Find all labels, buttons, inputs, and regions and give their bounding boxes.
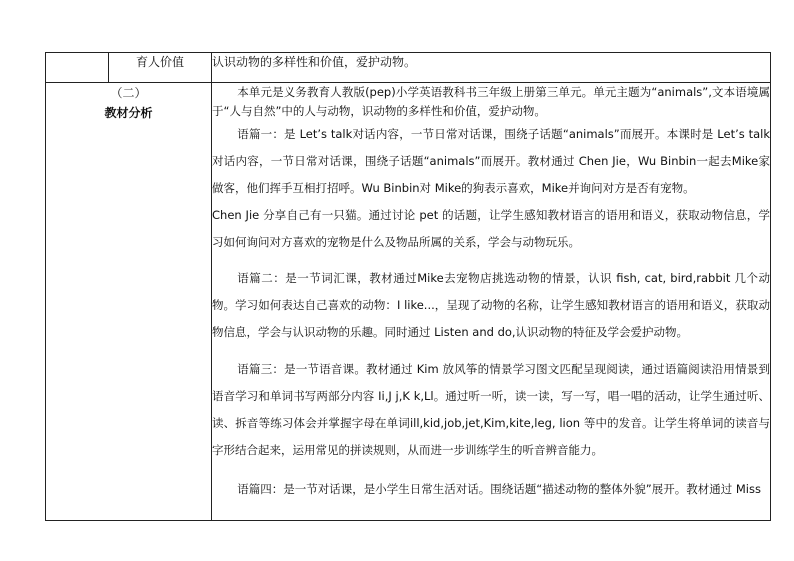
header-row <box>46 53 771 83</box>
intro-paragraph: 本单元是义务教育人教版(pep)小学英语教科书三年级上册第三单元。单元主题为“animals”,文本语境属于“人与自然”中的人与动物，识动物的多样性和价值，爱护动物。 <box>212 85 770 118</box>
section-title: 教材分析 <box>104 106 153 120</box>
section-number: （二） <box>110 86 147 100</box>
education-value-text: 认识动物的多样性和价值，爱护动物。 <box>212 53 771 83</box>
section-label-cell <box>46 83 212 521</box>
empty-cell <box>46 53 109 83</box>
text-two-paragraph: 语篇二：是一节词汇课，教材通过Mike去宠物店挑选动物的情景，认识 fish, cat, bird,rabbit 几个动物。学习如何表达自己喜欢的动物：I like...，呈现了动物的名称，让学生感知教材语言的语用和语义，获取动物信息，学会与认识动物的乐趣。同时通过 Listen and do,认识动物的特征及学会爱护动物。 <box>212 271 770 339</box>
text-four-paragraph: 语篇四：是一节对话课，是小学生日常生活对话。围绕话题“描述动物的整体外貌”展开。教材通过 Miss <box>237 482 761 496</box>
analysis-row <box>46 83 771 521</box>
analysis-content <box>212 83 771 521</box>
education-value-label: 育人价值 <box>109 53 212 83</box>
text-one-paragraph: 语篇一：是 Let’s talk对话内容，一节日常对话课，围绕子话题“animals”而展开。本课时是 Let’s talk对话内容，一节日常对话课，围绕子话题“animals”而展开。教材通过 Chen Jie，Wu Binbin一起去Mike家做客，他们挥手互相打招呼。Wu Binbin对 Mike的狗表示喜欢，Mike并询问对方是否有宠物。 <box>212 127 770 195</box>
text-three-paragraph: 语篇三：是一节语音课。教材通过 Kim 放风筝的情景学习图文匹配呈现阅读，通过语篇阅读沿用情景到语音学习和单词书写两部分内容 Ii,J j,K k,Ll。通过听一听，读一读，写一写，唱一唱的活动，让学生通过听、读、拆音等练习体会并掌握字母在单词ill,kid,job,jet,Kim,kite,leg, lion 等中的发音。让学生将单词的读音与字形结合起来，运用常见的拼读规则，从而进一步训练学生的听音辨音能力。 <box>212 362 770 457</box>
lesson-analysis-table <box>45 52 771 521</box>
text-one-continued-paragraph: Chen Jie 分享自己有一只猫。通过讨论 pet 的话题，让学生感知教材语言的语用和语义，获取动物信息，学习如何询问对方喜欢的宠物是什么及物品所属的关系，学会与动物玩乐。 <box>212 208 770 249</box>
